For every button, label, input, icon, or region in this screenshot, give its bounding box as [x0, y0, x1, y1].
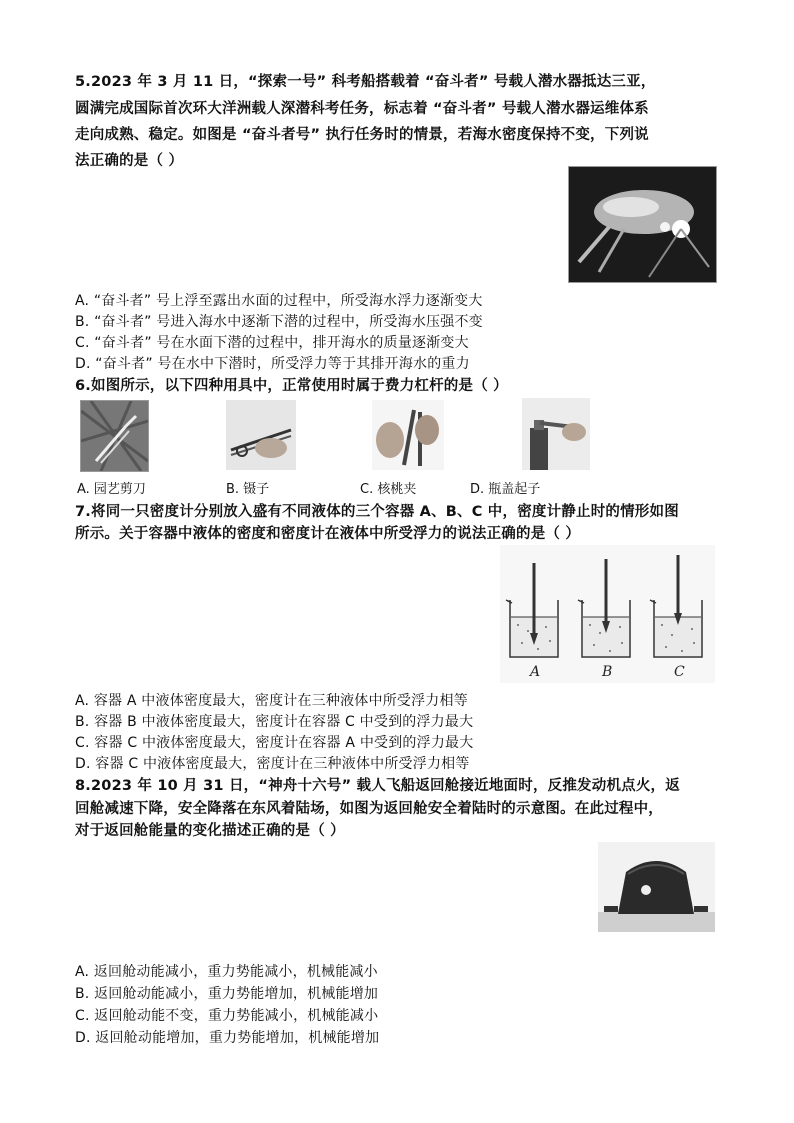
q8-option-b: B. 返回舱动能减小，重力势能增加，机械能增加	[75, 986, 379, 1002]
beaker-label-b: B	[602, 664, 613, 680]
q8-stem-line-3: 对于返回舱能量的变化描述正确的是（ ）	[75, 823, 345, 839]
return-capsule-photo	[598, 842, 715, 932]
q6-option-b: B. 镊子	[226, 482, 270, 497]
submersible-photo	[568, 166, 717, 283]
q7-stem-line-2: 所示。关于容器中液体的密度和密度计在液体中所受浮力的说法正确的是（ ）	[75, 526, 581, 542]
beaker-label-a: A	[530, 664, 541, 680]
q6-stem: 6.如图所示，以下四种用具中，正常使用时属于费力杠杆的是（ ）	[75, 378, 508, 394]
hydrometer-beakers-figure	[500, 545, 715, 683]
q8-option-c: C. 返回舱动能不变，重力势能减小，机械能减小	[75, 1008, 379, 1024]
q8-option-a: A. 返回舱动能减小，重力势能减小，机械能减小	[75, 964, 378, 980]
q5-option-c: C. “奋斗者” 号在水面下潜的过程中，排开海水的质量逐渐变大	[75, 335, 469, 351]
q7-option-b: B. 容器 B 中液体密度最大，密度计在容器 C 中受到的浮力最大	[75, 714, 474, 730]
bottle-opener-icon	[522, 398, 590, 470]
q5-stem-line-4: 法正确的是（ ）	[75, 153, 184, 169]
beaker-label-c: C	[674, 664, 685, 680]
q5-stem-line-1: 5.2023 年 3 月 11 日，“探索一号” 科考船搭载着 “奋斗者” 号载人潜水器抵达三亚，	[75, 74, 656, 90]
q7-option-d: D. 容器 C 中液体密度最大，密度计在三种液体中所受浮力相等	[75, 756, 470, 772]
q6-option-d: D. 瓶盖起子	[470, 482, 541, 497]
tweezers-icon	[226, 400, 296, 470]
q5-option-b: B. “奋斗者” 号进入海水中逐渐下潜的过程中，所受海水压强不变	[75, 314, 483, 330]
q8-stem-line-2: 回舱减速下降，安全降落在东风着陆场，如图为返回舱安全着陆时的示意图。在此过程中，	[75, 801, 663, 817]
q8-option-d: D. 返回舱动能增加，重力势能增加，机械能增加	[75, 1030, 380, 1046]
q7-option-a: A. 容器 A 中液体密度最大，密度计在三种液体中所受浮力相等	[75, 693, 468, 709]
q8-stem-line-1: 8.2023 年 10 月 31 日，“神舟十六号” 载人飞船返回舱接近地面时，反推发动机点火，返	[75, 778, 680, 794]
q7-option-c: C. 容器 C 中液体密度最大，密度计在容器 A 中受到的浮力最大	[75, 735, 474, 751]
q5-option-d: D. “奋斗者” 号在水中下潜时，所受浮力等于其排开海水的重力	[75, 356, 470, 372]
garden-shears-icon	[80, 400, 149, 472]
q5-stem-line-3: 走向成熟、稳定。如图是 “奋斗者号” 执行任务时的情景，若海水密度保持不变，下列说	[75, 127, 649, 143]
q7-stem-line-1: 7.将同一只密度计分别放入盛有不同液体的三个容器 A、B、C 中，密度计静止时的情形如图	[75, 504, 679, 520]
q6-option-a: A. 园艺剪刀	[77, 482, 146, 497]
nutcracker-icon	[372, 400, 444, 470]
q5-option-a: A. “奋斗者” 号上浮至露出水面的过程中，所受海水浮力逐渐变大	[75, 293, 483, 309]
q5-stem-line-2: 圆满完成国际首次环大洋洲载人深潜科考任务，标志着 “奋斗者” 号载人潜水器运维体系	[75, 101, 649, 117]
q6-option-c: C. 核桃夹	[360, 482, 417, 497]
